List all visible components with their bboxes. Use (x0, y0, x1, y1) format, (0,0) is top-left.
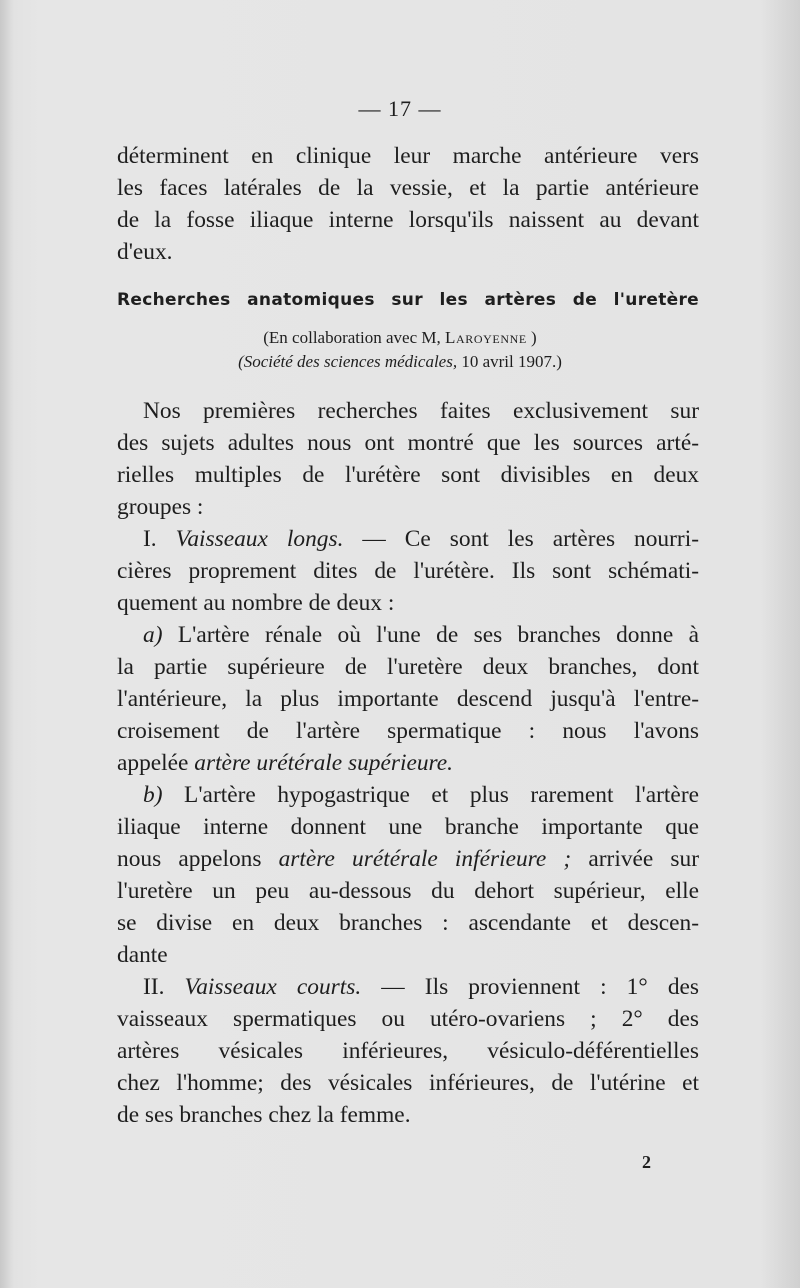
text-line: se divise en deux branches : ascendante et descen- (117, 910, 699, 936)
signature-mark: 2 (642, 1152, 651, 1172)
list-marker: a) (143, 622, 163, 648)
page-number: — 17 — (358, 96, 442, 121)
source-note (0, 352, 800, 372)
source-society: (Société des sciences médicales, (238, 352, 458, 371)
text-line: chez l'homme; des vésicales inférieures, de l'utérine et (117, 1070, 699, 1096)
text-line: croisement de l'artère spermatique : nous l'avons (117, 718, 699, 744)
text-run: appelée (117, 750, 195, 776)
text-line (117, 843, 699, 875)
text-run: — Ils proviennent : 1° des (361, 974, 699, 1000)
paragraph-vaisseaux-longs (117, 523, 699, 619)
text-line: l'uretère un peu au-dessous du dehort supérieur, elle (117, 878, 699, 904)
section-title: Recherches anatomiques sur les artères de l'uretère (117, 290, 699, 310)
text-run: — Ce sont les artères nourri- (343, 526, 699, 552)
list-marker: b) (143, 782, 163, 808)
text-line: vaisseaux spermatiques ou utéro-ovariens ; 2° des (117, 1006, 699, 1032)
text-line (117, 747, 699, 779)
paragraph-vaisseaux-courts (117, 971, 699, 1131)
section-label: II. (143, 974, 185, 1000)
text-line (117, 523, 699, 555)
text-line: quement au nombre de deux : (117, 590, 395, 616)
text-run: arrivée sur (571, 846, 699, 872)
text-line: dante (117, 942, 168, 968)
text-line: Nos premières recherches faites exclusivement sur (143, 398, 699, 424)
paragraph-b (117, 779, 699, 971)
collaboration-prefix: (En collaboration avec M, (263, 328, 446, 347)
text-run: L'artère rénale où l'une de ses branches donne à (162, 622, 699, 648)
collaboration-suffix: ) (526, 328, 537, 347)
text-line (117, 779, 699, 811)
text-line: la partie supérieure de l'uretère deux branches, dont (117, 654, 699, 680)
paragraph-1 (117, 395, 699, 523)
text-run: nous appelons (117, 846, 279, 872)
term-italic: artère urétérale supérieure. (194, 750, 454, 776)
term-italic: Vaisseaux longs. (175, 526, 344, 552)
intro-paragraph (117, 140, 699, 268)
text-line: déterminent en clinique leur marche antérieure vers (117, 143, 699, 169)
text-line: artères vésicales inférieures, vésiculo-déférentielles (117, 1038, 699, 1064)
text-line: d'eux. (117, 239, 173, 265)
collaboration-note (0, 328, 800, 348)
source-date: 10 avril 1907.) (457, 352, 562, 371)
text-line (117, 971, 699, 1003)
text-line: de la fosse iliaque interne lorsqu'ils naissent au devant (117, 207, 699, 233)
text-line: groupes : (117, 494, 204, 520)
text-line: rielles multiples de l'urétère sont divisibles en deux (117, 462, 699, 488)
term-italic: artère urétérale inférieure ; (278, 846, 572, 872)
paragraph-a (117, 619, 699, 779)
text-line: cières proprement dites de l'urétère. Ils sont schémati- (117, 558, 699, 584)
section-label: I. (143, 526, 176, 552)
text-line: de ses branches chez la femme. (117, 1102, 411, 1128)
text-line (117, 619, 699, 651)
text-line: des sujets adultes nous ont montré que les sources arté- (117, 430, 699, 456)
text-line: iliaque interne donnent une branche importante que (117, 814, 699, 840)
text-run: L'artère hypogastrique et plus rarement l'artère (162, 782, 699, 808)
text-line: l'antérieure, la plus importante descend jusqu'à l'entre- (117, 686, 699, 712)
term-italic: Vaisseaux courts. (184, 974, 362, 1000)
text-line: les faces latérales de la vessie, et la partie antérieure (117, 175, 699, 201)
collaborator-name: Laroyenne (445, 328, 527, 347)
